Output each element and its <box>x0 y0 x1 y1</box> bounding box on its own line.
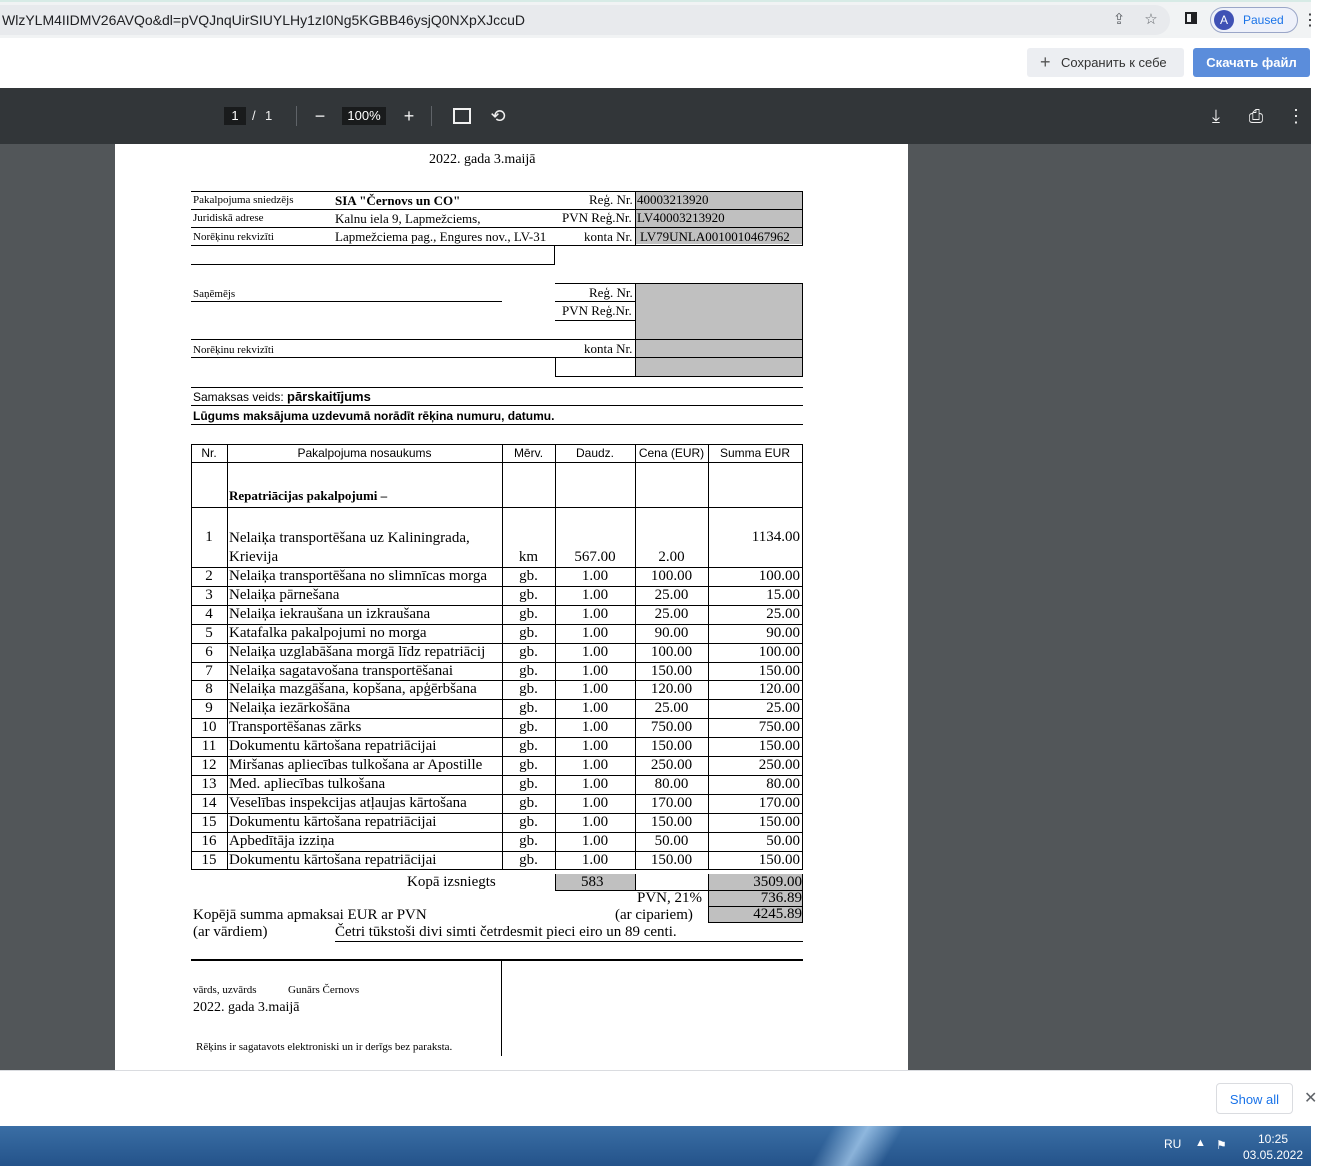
label-vat-total: PVN, 21% <box>637 890 703 906</box>
row-qty: 1.00 <box>581 643 609 660</box>
row-name: Veselības inspekcijas atļaujas kārtošana <box>229 794 467 811</box>
row-price: 100.00 <box>650 643 693 660</box>
row-sum: 80.00 <box>766 775 800 792</box>
payment-note: Lūgums maksājuma uzdevumā norādīt rēķina numuru, datumu. <box>193 409 555 423</box>
row-qty: 1.00 <box>581 757 609 773</box>
row-price: 80.00 <box>654 775 689 792</box>
label-digits: (ar cipariem) <box>615 907 693 923</box>
row-name: Nelaiķa uzglabāšana morgā līdz repatriācij <box>229 643 486 660</box>
table-header: Cena (EUR) <box>638 446 705 460</box>
row-name: Nelaiķa iekraušana un izkraušana <box>229 605 431 622</box>
row-sum: 170.00 <box>758 794 800 811</box>
table-rule <box>191 869 803 870</box>
signer-name: Gunārs Černovs <box>288 984 360 996</box>
row-name: Nelaiķa iezārkošāna <box>229 700 351 717</box>
row-sum: 150.00 <box>758 851 800 868</box>
row-name: Nelaiķa transportēšana uz Kaliningrada, <box>229 530 470 546</box>
row-unit: km <box>518 549 539 565</box>
row-unit: gb. <box>519 700 538 717</box>
row-name: Med. apliecības tulkošana <box>229 775 386 792</box>
total-sum: 3509.00 <box>753 874 802 890</box>
row-price: 90.00 <box>654 624 689 641</box>
row-unit: gb. <box>519 813 538 830</box>
download-icon[interactable]: ⤓ <box>1212 106 1220 126</box>
table-header: Nr. <box>201 446 217 460</box>
label-payment-method: Samaksas veids: <box>193 390 284 404</box>
row-sum: 25.00 <box>766 605 800 622</box>
browser-address-bar <box>0 0 1318 38</box>
row-number: 6 <box>205 643 213 660</box>
row-sum: 15.00 <box>766 586 800 603</box>
table-rule <box>191 444 803 445</box>
row-sum: 25.00 <box>766 700 800 717</box>
row-price: 150.00 <box>650 738 693 755</box>
row-qty: 1.00 <box>581 624 609 641</box>
label-name: vārds, uzvārds <box>193 984 257 996</box>
row-number: 8 <box>205 681 213 698</box>
row-sum: 150.00 <box>758 813 800 830</box>
row-price: 170.00 <box>650 794 693 811</box>
row-price: 25.00 <box>654 700 689 717</box>
total-in-words: Četri tūkstoši divi simti četrdesmit pieci eiro un 89 centi. <box>335 924 677 940</box>
label-bank: Norēķinu rekvizīti <box>193 231 274 243</box>
row-name: Nelaiķa transportēšana no slimnīcas morga <box>229 568 487 584</box>
clock[interactable] <box>1238 1131 1308 1163</box>
row-unit: gb. <box>519 832 538 849</box>
electronic-note: Rēķins ir sagatavots elektroniski un ir derīgs bez paraksta. <box>196 1041 453 1053</box>
row-number: 16 <box>201 832 217 849</box>
row-unit: gb. <box>519 586 538 603</box>
row-name: Dokumentu kārtošana repatriācijai <box>229 813 437 830</box>
row-sum: 750.00 <box>758 719 800 736</box>
row-number: 15 <box>201 851 217 868</box>
row-unit: gb. <box>519 775 538 792</box>
document-date: 2022. gada 3.maijā <box>429 152 536 167</box>
row-qty: 1.00 <box>581 738 609 755</box>
clock-date: 03.05.2022 <box>1242 1148 1304 1162</box>
row-qty: 1.00 <box>581 700 609 717</box>
more-options-icon[interactable]: ⋮ <box>1287 106 1305 126</box>
clock-time: 10:25 <box>1257 1132 1289 1146</box>
profile-button[interactable] <box>1210 7 1298 33</box>
row-sum: 1134.00 <box>751 529 800 545</box>
table-header: Mērv. <box>513 446 544 460</box>
row-price: 150.00 <box>650 813 693 830</box>
show-all-button[interactable]: Show all <box>1216 1083 1293 1114</box>
browser-menu-icon[interactable]: ⋮ <box>1302 12 1318 29</box>
pdf-page <box>115 144 908 1070</box>
row-qty: 567.00 <box>574 549 616 565</box>
row-number: 13 <box>201 775 217 792</box>
row-number: 2 <box>205 568 213 584</box>
zoom-in-icon[interactable]: + <box>403 106 415 126</box>
row-name: Miršanas apliecības tulkošana ar Apostille <box>229 757 483 773</box>
table-header: Summa EUR <box>719 446 790 460</box>
table-rule <box>191 462 803 463</box>
row-qty: 1.00 <box>581 832 609 849</box>
avatar: A <box>1214 10 1234 30</box>
row-unit: gb. <box>519 624 538 641</box>
row-sum: 120.00 <box>758 681 800 698</box>
supplier-reg: 40003213920 <box>637 192 709 207</box>
row-number: 11 <box>201 738 217 755</box>
receiver-gray-fill <box>635 283 802 376</box>
profile-status: Paused <box>1243 13 1284 27</box>
table-column-rule <box>227 444 228 870</box>
row-unit: gb. <box>519 681 538 698</box>
supplier-vat: LV40003213920 <box>637 210 725 225</box>
row-price: 120.00 <box>650 681 693 698</box>
fit-page-icon[interactable] <box>450 104 474 128</box>
close-icon[interactable]: ✕ <box>1304 1090 1318 1107</box>
row-name: Nelaiķa pārnešana <box>229 586 340 603</box>
row-sum: 150.00 <box>758 738 800 755</box>
rotate-icon[interactable]: ⟲ <box>490 106 506 126</box>
toolbar-divider <box>431 106 432 126</box>
star-icon[interactable]: ☆ <box>1144 11 1158 28</box>
row-qty: 1.00 <box>581 794 609 811</box>
row-qty: 1.00 <box>581 568 609 584</box>
taskbar <box>0 1126 1311 1166</box>
row-sum: 250.00 <box>758 757 800 773</box>
signature-divider <box>191 959 803 961</box>
row-name: Katafalka pakalpojumi no morga <box>229 624 427 641</box>
supplier-address: Kalnu iela 9, Lapmežciems, <box>335 211 481 226</box>
row-price: 25.00 <box>654 605 689 622</box>
page-total: 1 <box>265 108 273 123</box>
row-unit: gb. <box>519 794 538 811</box>
toolbar-divider <box>296 106 297 126</box>
row-price: 2.00 <box>658 549 685 565</box>
signature-date: 2022. gada 3.maijā <box>193 1000 300 1015</box>
row-name: Transportēšanas zārks <box>229 719 362 736</box>
row-qty: 1.00 <box>581 605 609 622</box>
row-sum: 90.00 <box>766 624 800 641</box>
row-qty: 1.00 <box>581 662 609 679</box>
row-unit: gb. <box>519 662 538 679</box>
share-icon[interactable]: ⇪ <box>1112 11 1126 28</box>
supplier-bank: Lapmežciema pag., Engures nov., LV-31 <box>335 229 547 244</box>
label-grand-total: Kopējā summa apmaksai EUR ar PVN <box>193 907 427 923</box>
receiver-label-vat: PVN Reģ.Nr. <box>562 303 632 318</box>
row-name: Nelaiķa sagatavošana transportēšanai <box>229 662 454 679</box>
url-text: WlzYLM4IIDMV26AVQo&dl=pVQJnqUirSIUYLHy1zI0Ng5KGBB46ysjQ0NXpXJccuD <box>2 12 525 28</box>
row-number: 14 <box>201 794 217 811</box>
action-center-icon[interactable]: ⚑ <box>1216 1138 1227 1152</box>
label-vat: PVN Reģ.Nr. <box>562 210 632 225</box>
grand-total: 4245.89 <box>753 906 802 922</box>
supplier-name: SIA "Černovs un CO" <box>335 193 461 208</box>
row-price: 150.00 <box>650 851 693 868</box>
row-number: 5 <box>205 624 213 641</box>
row-sum: 100.00 <box>758 568 800 584</box>
page-separator: / <box>252 108 256 123</box>
label-receiver: Saņēmējs <box>193 288 236 300</box>
zoom-out-icon[interactable]: − <box>314 106 326 126</box>
table-header: Daudz. <box>575 446 615 460</box>
row-sum: 100.00 <box>758 643 800 660</box>
row-name: Krievija <box>229 549 279 565</box>
row-number: 9 <box>205 700 213 717</box>
row-price: 750.00 <box>650 719 693 736</box>
table-header: Pakalpojuma nosaukums <box>297 446 432 460</box>
total-qty: 583 <box>581 874 604 890</box>
row-price: 250.00 <box>650 757 693 773</box>
plus-icon: + <box>1040 52 1051 72</box>
row-number: 10 <box>201 719 217 736</box>
row-name: Dokumentu kārtošana repatriācijai <box>229 851 437 868</box>
row-price: 100.00 <box>650 568 693 584</box>
label-provider: Pakalpojuma sniedzējs <box>193 194 294 206</box>
receiver-label-account: konta Nr. <box>584 341 633 356</box>
row-sum: 150.00 <box>758 662 800 679</box>
row-number: 4 <box>205 605 213 622</box>
row-unit: gb. <box>519 719 538 736</box>
row-number: 12 <box>201 757 217 773</box>
row-name: Nelaiķa mazgāšana, kopšana, apģērbšana <box>229 681 477 698</box>
row-qty: 1.00 <box>581 719 609 736</box>
pdf-viewer <box>0 144 1311 1070</box>
section-title: Repatriācijas pakalpojumi – <box>229 488 388 503</box>
vat-total: 736.89 <box>760 890 802 906</box>
label-account: konta Nr. <box>584 229 633 244</box>
row-unit: gb. <box>519 757 538 773</box>
row-qty: 1.00 <box>581 681 609 698</box>
save-to-disk-button[interactable] <box>1027 48 1184 77</box>
row-unit: gb. <box>519 568 538 584</box>
label-words: (ar vārdiem) <box>193 924 268 940</box>
pdf-toolbar <box>0 88 1311 144</box>
table-column-rule <box>802 444 803 870</box>
disk-toolbar <box>0 38 1311 88</box>
url-field[interactable] <box>0 5 1170 35</box>
table-rule <box>191 507 803 508</box>
row-qty: 1.00 <box>581 586 609 603</box>
row-unit: gb. <box>519 851 538 868</box>
row-number: 15 <box>201 813 217 830</box>
download-file-button[interactable]: Скачать файл <box>1193 48 1310 77</box>
label-total: Kopā izsniegts <box>407 874 496 890</box>
label-address: Juridiskā adrese <box>193 212 264 224</box>
taskbar-highlight <box>790 1126 910 1166</box>
page-number-input[interactable]: 1 <box>224 107 246 125</box>
row-price: 150.00 <box>650 662 693 679</box>
row-number: 1 <box>205 529 213 545</box>
row-unit: gb. <box>519 643 538 660</box>
zoom-input[interactable]: 100% <box>342 107 386 125</box>
tray-chevron-icon[interactable]: ▲ <box>1195 1137 1206 1149</box>
row-unit: gb. <box>519 738 538 755</box>
save-to-disk-label: Сохранить к себе <box>1061 55 1167 70</box>
row-number: 3 <box>205 586 213 603</box>
language-indicator[interactable]: RU <box>1164 1137 1182 1151</box>
receiver-label-reg: Reģ. Nr. <box>589 285 633 300</box>
row-number: 7 <box>205 662 213 679</box>
row-price: 50.00 <box>654 832 689 849</box>
receiver-label-bank: Norēķinu rekvizīti <box>193 344 274 356</box>
print-icon[interactable]: ⎙ <box>1248 106 1264 126</box>
row-name: Dokumentu kārtošana repatriācijai <box>229 738 437 755</box>
row-unit: gb. <box>519 605 538 622</box>
payment-method: pārskaitījums <box>287 389 371 404</box>
row-qty: 1.00 <box>581 851 609 868</box>
label-reg: Reģ. Nr. <box>589 192 633 207</box>
download-bar <box>0 1070 1318 1126</box>
sidepanel-icon[interactable] <box>1181 10 1201 30</box>
row-qty: 1.00 <box>581 813 609 830</box>
row-name: Apbedītāja izziņa <box>229 832 335 849</box>
row-price: 25.00 <box>654 586 689 603</box>
row-sum: 50.00 <box>766 832 800 849</box>
supplier-account: LV79UNLA0010010467962 <box>640 229 790 244</box>
row-qty: 1.00 <box>581 775 609 792</box>
